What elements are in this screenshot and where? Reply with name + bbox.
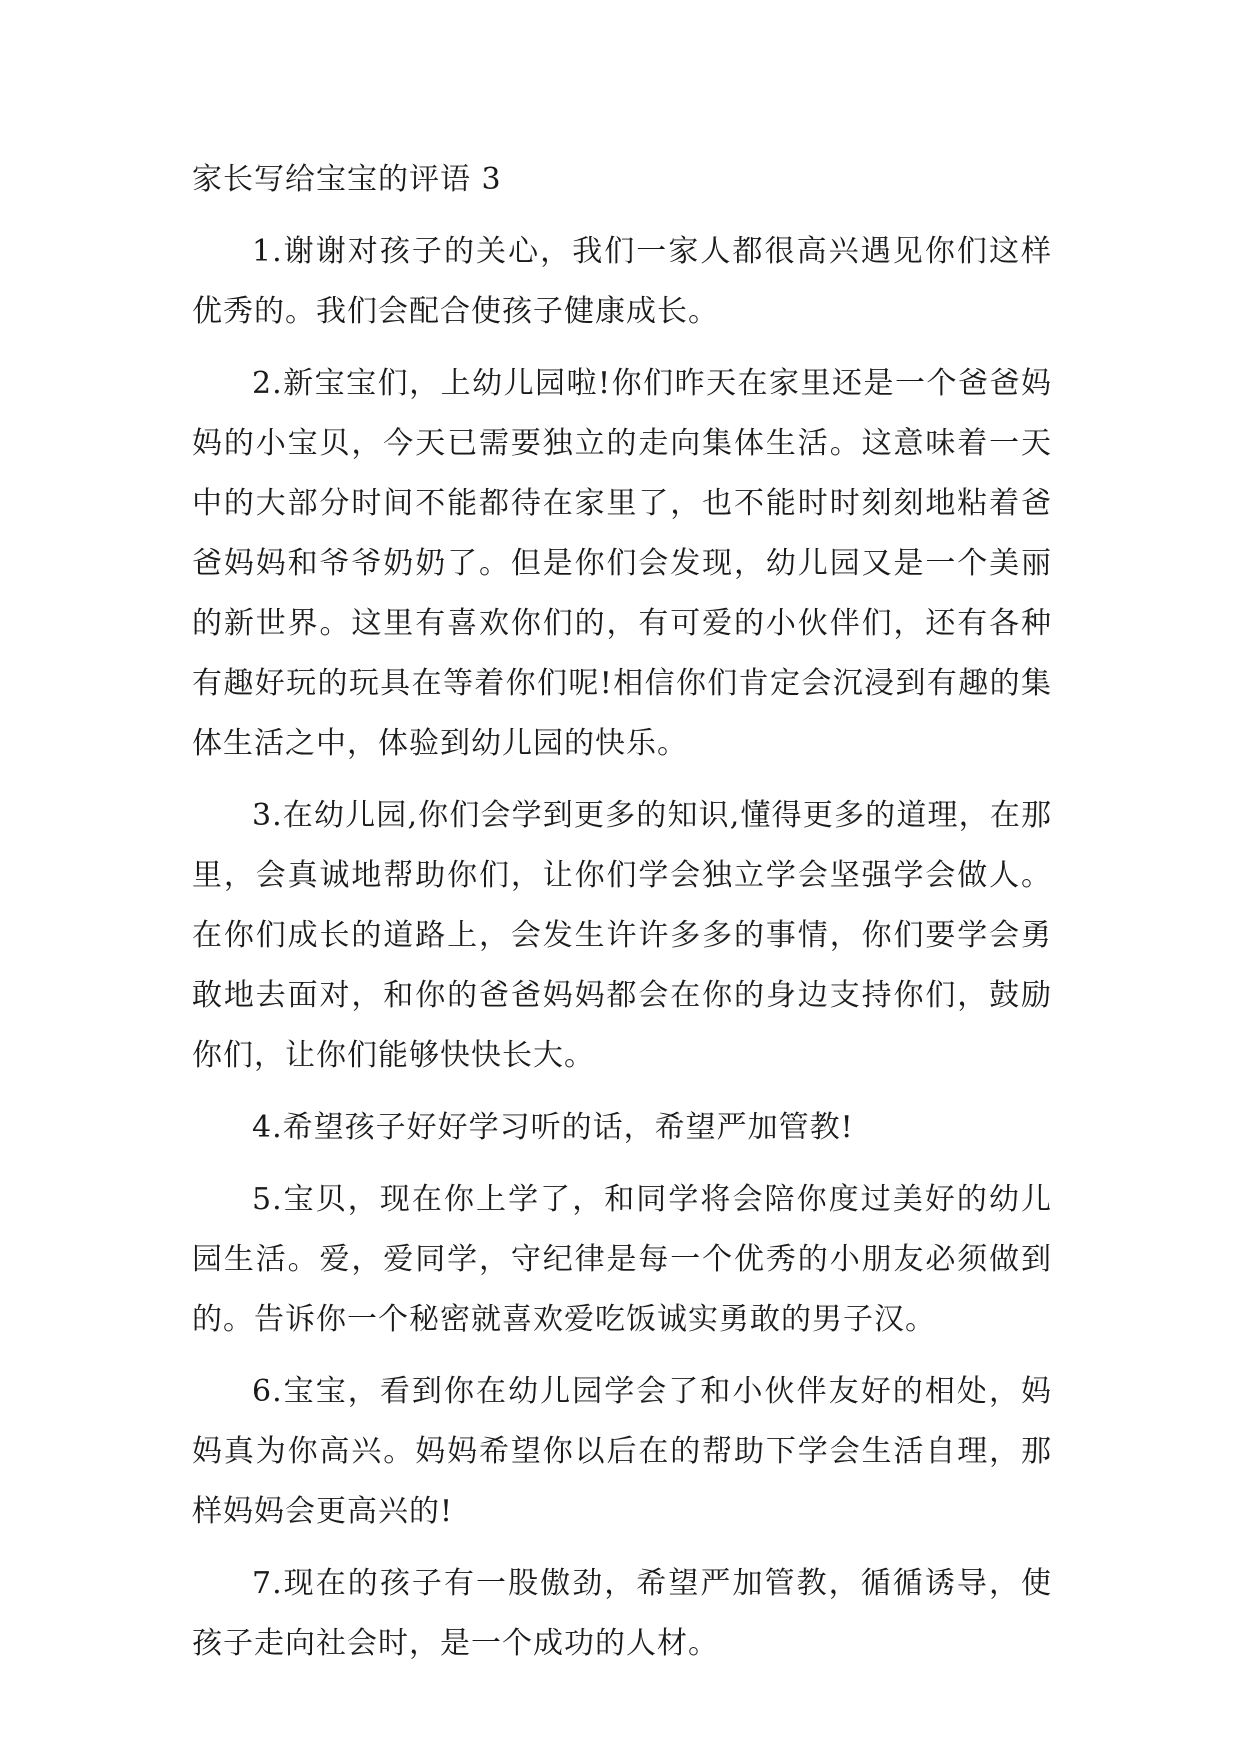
document-title: 家长写给宝宝的评语 3: [192, 162, 502, 197]
document-page: [192, 150, 1052, 1686]
paragraph-3: 3.在幼儿园,你们会学到更多的知识,懂得更多的道理，在那里，会真诚地帮助你们，让你们学会独立学会坚强学会做人。在你们成长的道路上，会发生许许多多的事情，你们要学会勇敢地去面对，和你的爸爸妈妈都会在你的身边支持你们，鼓励你们，让你们能够快快长大。: [192, 798, 1052, 1073]
paragraph-4: 4.希望孩子好好学习听的话，希望严加管教!: [252, 1110, 854, 1145]
paragraph-5: 5.宝贝，现在你上学了，和同学将会陪你度过美好的幼儿园生活。爱，爱同学，守纪律是每一个优秀的小朋友必须做到的。告诉你一个秘密就喜欢爱吃饭诚实勇敢的男子汉。: [192, 1182, 1052, 1337]
paragraph-1: 1.谢谢对孩子的关心，我们一家人都很高兴遇见你们这样优秀的。我们会配合使孩子健康成长。: [192, 234, 1052, 329]
paragraph-6: 6.宝宝，看到你在幼儿园学会了和小伙伴友好的相处，妈妈真为你高兴。妈妈希望你以后在的帮助下学会生活自理，那样妈妈会更高兴的!: [192, 1374, 1052, 1529]
paragraph-2: 2.新宝宝们，上幼儿园啦!你们昨天在家里还是一个爸爸妈妈的小宝贝，今天已需要独立的走向集体生活。这意味着一天中的大部分时间不能都待在家里了，也不能时时刻刻地粘着爸爸妈妈和爷爷奶奶了。但是你们会发现，幼儿园又是一个美丽的新世界。这里有喜欢你们的，有可爱的小伙伴们，还有各种有趣好玩的玩具在等着你们呢!相信你们肯定会沉浸到有趣的集体生活之中，体验到幼儿园的快乐。: [192, 366, 1052, 761]
paragraph-7: 7.现在的孩子有一股傲劲，希望严加管教，循循诱导，使孩子走向社会时，是一个成功的人材。: [192, 1566, 1052, 1661]
